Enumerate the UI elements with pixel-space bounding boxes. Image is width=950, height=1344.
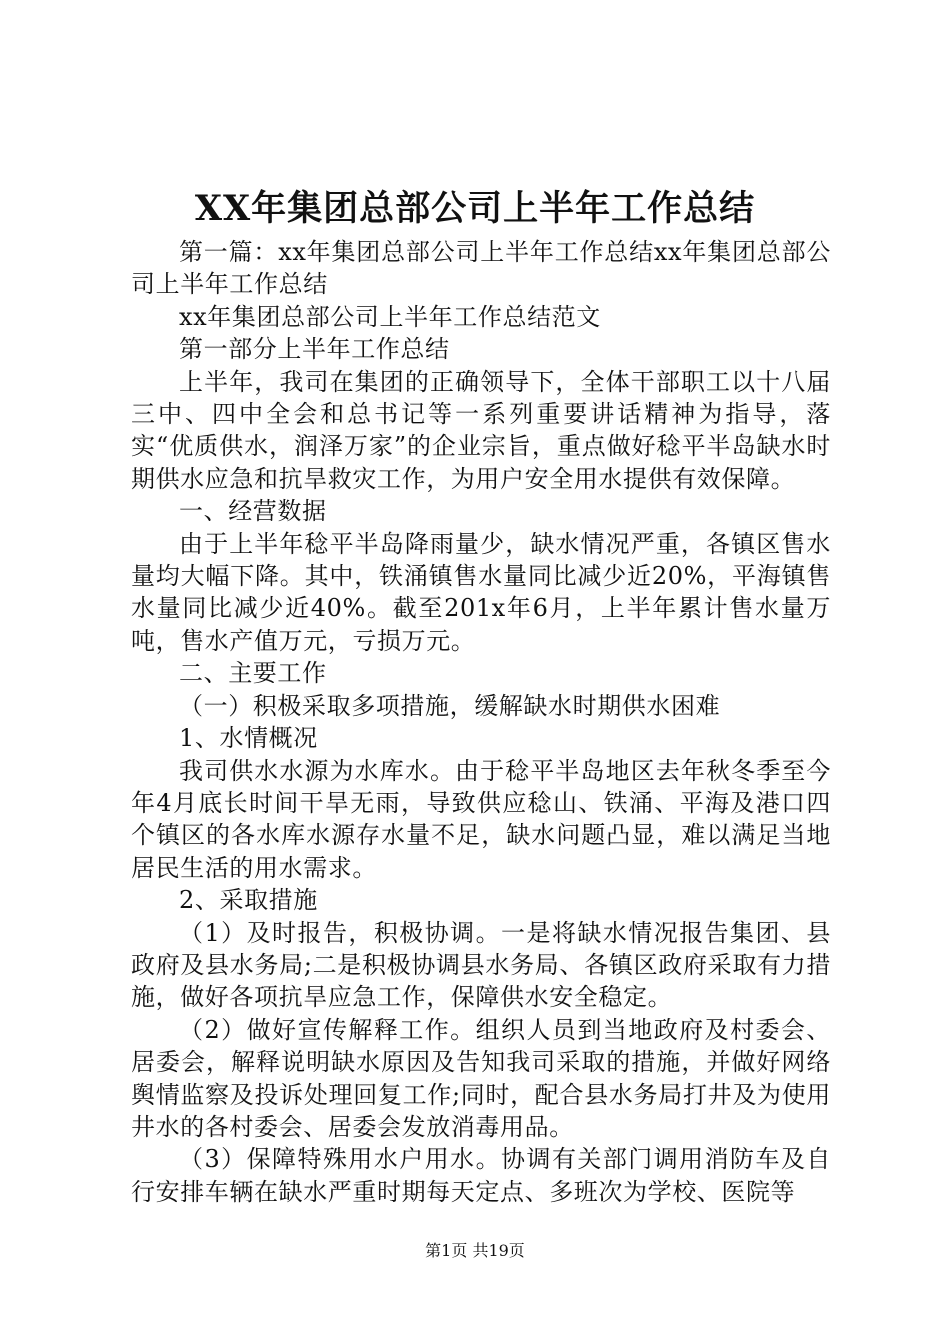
section-heading: 一、经营数据: [179, 497, 327, 526]
subsection-heading: （一）积极采取多项措施，缓解缺水时期供水困难: [179, 691, 721, 720]
paragraph: （2）做好宣传解释工作。组织人员到当地政府及村委会、居委会，解释说明缺水原因及告知我司采取的措施，并做好网络舆情监察及投诉处理回复工作;同时，配合县水务局打井及为使用井水的各村委会、居委会发放消毒用品。: [131, 1015, 831, 1141]
paragraph: xx年集团总部公司上半年工作总结范文: [179, 302, 601, 331]
document-title: XX年集团总部公司上半年工作总结: [194, 188, 756, 229]
paragraph: （3）保障特殊用水户用水。协调有关部门调用消防车及自行安排车辆在缺水严重时期每天定点、多班次为学校、医院等: [131, 1145, 831, 1206]
page-footer: 第1页 共19页: [425, 1241, 525, 1260]
paragraph: 上半年，我司在集团的正确领导下，全体干部职工以十八届三中、四中全会和总书记等一系列重要讲话精神为指导，落实“优质供水，润泽万家”的企业宗旨，重点做好稔平半岛缺水时期供水应急和抗旱救灾工作，为用户安全用水提供有效保障。: [131, 367, 831, 493]
paragraph: 我司供水水源为水库水。由于稔平半岛地区去年秋冬季至今年4月底长时间干旱无雨，导致供应稔山、铁涌、平海及港口四个镇区的各水库水源存水量不足，缺水问题凸显，难以满足当地居民生活的用水需求。: [131, 756, 831, 882]
document-body: [131, 236, 831, 1208]
subsection-heading: 1、水情概况: [179, 724, 318, 753]
paragraph: （1）及时报告，积极协调。一是将缺水情况报告集团、县政府及县水务局;二是积极协调县水务局、各镇区政府采取有力措施，做好各项抗旱应急工作，保障供水安全稳定。: [131, 918, 831, 1012]
paragraph: 第一篇：xx年集团总部公司上半年工作总结xx年集团总部公司上半年工作总结: [131, 238, 831, 299]
paragraph: 由于上半年稔平半岛降雨量少，缺水情况严重，各镇区售水量均大幅下降。其中，铁涌镇售水量同比减少近20%，平海镇售水量同比减少近40%。截至201x年6月，上半年累计售水量万吨，售水产值万元，亏损万元。: [131, 529, 831, 655]
section-heading: 二、主要工作: [179, 659, 327, 688]
section-heading: 第一部分上半年工作总结: [179, 335, 450, 364]
subsection-heading: 2、采取措施: [179, 886, 318, 915]
